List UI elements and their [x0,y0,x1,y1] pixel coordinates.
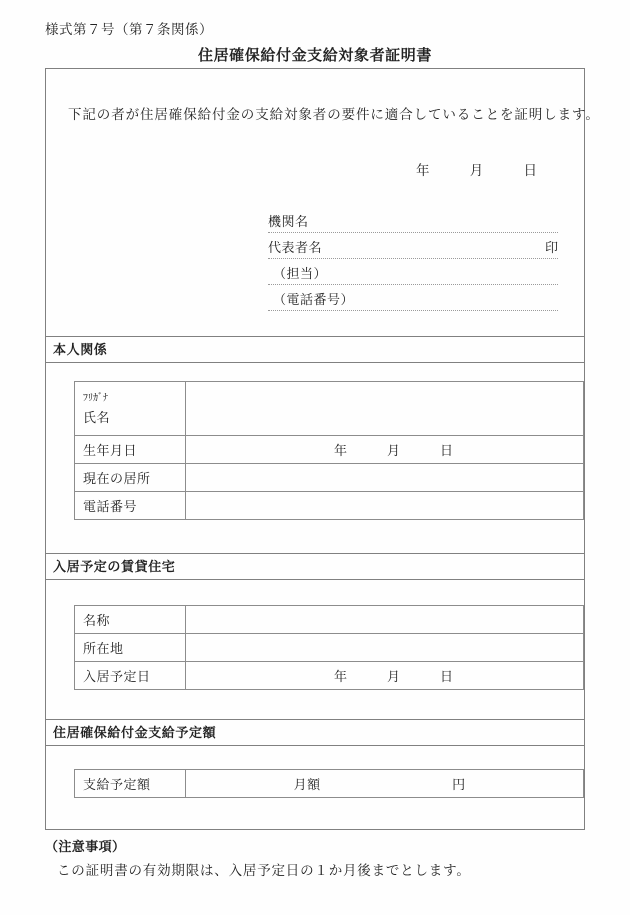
preamble-block [46,69,600,336]
housing-table [74,605,584,690]
person-name-label-cell [75,382,186,436]
housing-movein-day: 日 [440,669,454,684]
issuer-organization-label: 機関名 [268,211,311,230]
issuer-representative-label: 代表者名 [268,237,324,256]
person-address-label: 現在の居所 [75,464,186,492]
table-row [75,770,584,798]
notes-title: （注意事項） [45,839,126,854]
table-row [75,436,584,464]
person-phone-value[interactable] [186,492,584,520]
form-number: 様式第７号（第７条関係） [45,22,213,37]
housing-movein-label: 入居予定日 [75,662,186,690]
person-address-value[interactable] [186,464,584,492]
housing-name-value[interactable] [186,606,584,634]
person-name-value[interactable] [186,382,584,436]
table-row [75,464,584,492]
section-heading-person: 本人関係 [46,336,584,363]
section-heading-housing: 入居予定の賃貸住宅 [46,553,584,580]
issuer-organization-field[interactable] [268,207,558,233]
issuer-contact-field[interactable] [268,259,558,285]
housing-location-value[interactable] [186,634,584,662]
housing-movein-year: 年 [334,669,348,684]
issue-date-year: 年 [416,163,430,178]
amount-monthly-label: 月額 [293,777,321,792]
table-row [75,606,584,634]
amount-currency-label: 円 [452,777,466,792]
table-row [75,492,584,520]
person-phone-label: 電話番号 [75,492,186,520]
issue-date-day: 日 [523,163,538,178]
person-birth-value[interactable] [186,436,584,464]
table-row [75,382,584,436]
issuer-phone-label: （電話番号） [273,289,356,308]
page-title: 住居確保給付金支給対象者証明書 [197,47,432,64]
issuer-representative-field[interactable] [268,233,558,259]
issuer-phone-field[interactable] [268,285,558,311]
table-row [75,662,584,690]
amount-table [74,769,584,798]
notes-block [45,836,585,879]
certificate-outer-frame [45,68,600,830]
issuer-contact-label: （担当） [273,263,329,282]
person-kana-label: ﾌﾘｶﾞﾅ [83,392,108,404]
person-birth-label: 生年月日 [75,436,186,464]
housing-movein-month: 月 [387,669,401,684]
table-row [75,634,584,662]
housing-name-label: 名称 [75,606,186,634]
notes-body: この証明書の有効期限は、入居予定日の１か月後までとします。 [57,863,471,878]
person-table [74,381,584,520]
certification-statement: 下記の者が住居確保給付金の支給対象者の要件に適合していることを証明します。 [68,107,600,122]
amount-value[interactable] [185,770,583,798]
issue-date-line [416,159,538,179]
person-birth-month: 月 [387,443,401,458]
person-birth-day: 日 [440,443,454,458]
amount-label: 支給予定額 [75,770,186,798]
housing-movein-value[interactable] [186,662,584,690]
issue-date-month: 月 [469,163,484,178]
person-name-label: 氏名 [83,409,111,425]
section-heading-amount: 住居確保給付金支給予定額 [46,719,584,746]
seal-mark: 印 [543,237,558,256]
person-birth-year: 年 [334,443,348,458]
housing-location-label: 所在地 [75,634,186,662]
issuer-block [268,207,558,311]
